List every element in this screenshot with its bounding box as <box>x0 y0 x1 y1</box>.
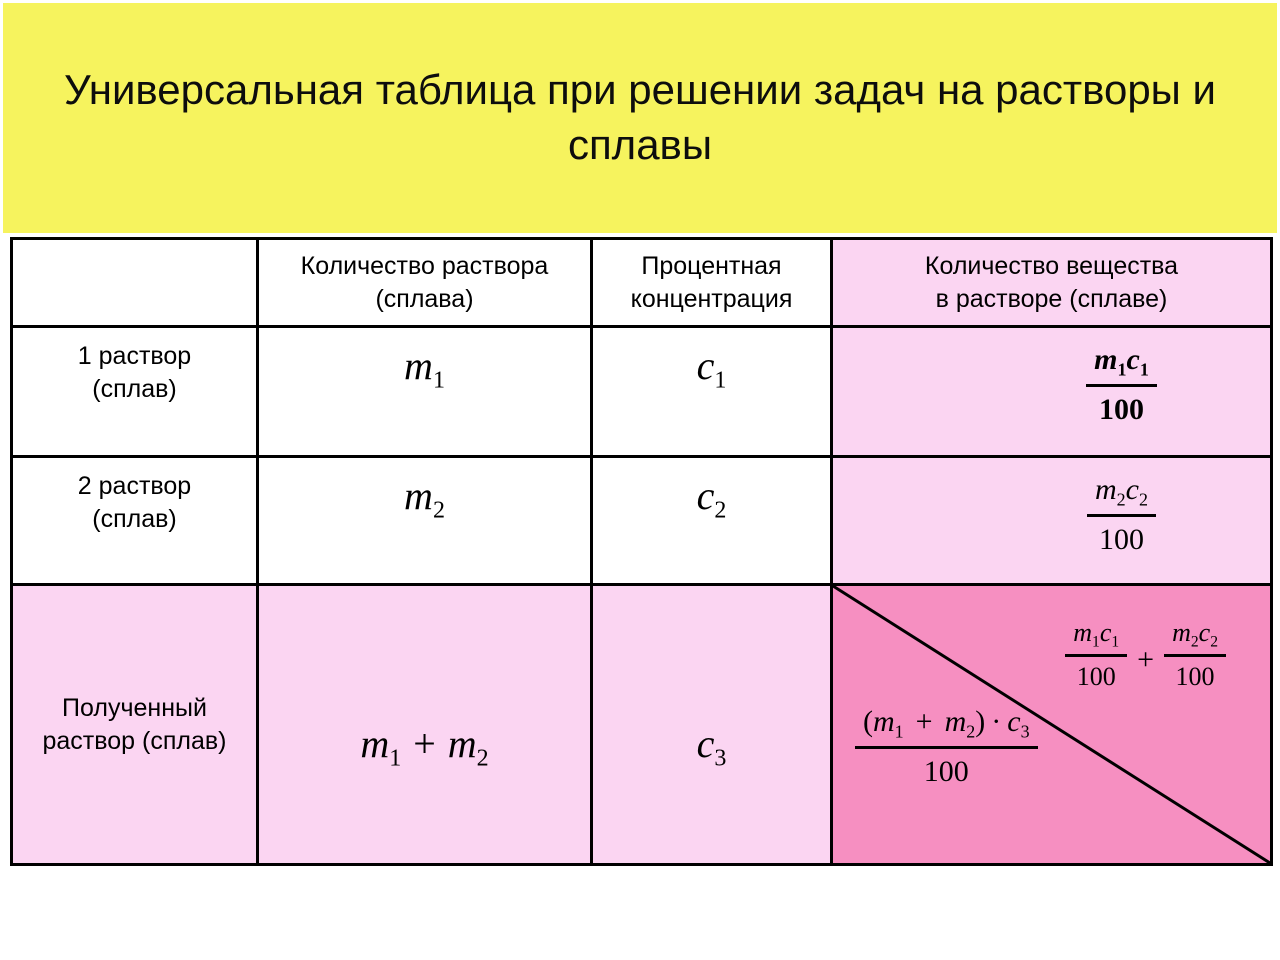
solutions-alloys-table <box>10 237 1273 866</box>
formula-m1: $m_1$ <box>404 343 445 394</box>
cell-m1-plus-m2 <box>258 585 592 865</box>
formula-m1-plus-m2-times-c3-over-100: $\frac{(m_1 + m_2) \cdot c_3}{100}$ <box>855 702 1038 791</box>
header-solution-amount-line2: (сплава) <box>375 284 474 313</box>
header-substance-amount <box>832 239 1272 327</box>
formula-m2: $m_2$ <box>404 473 445 524</box>
product-formula <box>855 702 1038 791</box>
label-solution-1-line2: (сплав) <box>92 375 177 403</box>
cell-label-result <box>12 585 258 865</box>
label-result-line2: раствор (сплав) <box>42 726 227 755</box>
page-title-line2: сплавы <box>567 121 713 168</box>
label-result-line1: Полученный <box>62 693 207 722</box>
header-row <box>12 239 1272 327</box>
header-percent-line1: Процентная <box>641 251 782 280</box>
corner-cell <box>12 239 258 327</box>
header-solution-amount <box>258 239 592 327</box>
row-result <box>12 585 1272 865</box>
header-percent-concentration <box>592 239 832 327</box>
row-solution-2 <box>12 457 1272 585</box>
formula-m2c2-over-100: $\frac{m_2c_2}{100}$ <box>1087 470 1156 559</box>
formula-c2: $c_2$ <box>696 473 727 524</box>
label-solution-2-line1: 2 раствор <box>77 472 192 500</box>
header-substance-line2: в растворе (сплаве) <box>935 284 1168 313</box>
page-title-line1: Универсальная таблица при решении задач на растворы и <box>63 66 1216 114</box>
cell-c3 <box>592 585 832 865</box>
cell-m1 <box>258 327 592 457</box>
cell-m2 <box>258 457 592 585</box>
cell-label-solution-2 <box>12 457 258 585</box>
cell-label-solution-1 <box>12 327 258 457</box>
header-substance-line1: Количество вещества <box>924 251 1179 280</box>
plus-sign: + <box>1137 642 1155 676</box>
formula-c1: $c_1$ <box>696 343 727 394</box>
header-percent-line2: концентрация <box>630 284 793 313</box>
cell-result-substance <box>832 585 1272 865</box>
label-solution-2-line2: (сплав) <box>92 505 177 533</box>
title-band <box>3 3 1277 233</box>
formula-m1c1-over-100-small: $\frac{m_1c_1}{100}$ <box>1065 616 1127 695</box>
sum-of-substances-formula <box>1065 616 1226 695</box>
cell-m2c2-over-100 <box>832 457 1272 585</box>
cell-m1c1-over-100 <box>832 327 1272 457</box>
row-solution-1 <box>12 327 1272 457</box>
header-solution-amount-line1: Количество раствора <box>300 251 549 280</box>
label-solution-1-line1: 1 раствор <box>77 342 192 370</box>
cell-c2 <box>592 457 832 585</box>
formula-m2c2-over-100-small: $\frac{m_2c_2}{100}$ <box>1164 616 1226 695</box>
formula-c3: $c_3$ <box>696 721 727 772</box>
formula-m1-plus-m2: $m_1 + m_2$ <box>360 721 489 772</box>
formula-m1c1-over-100: $\frac{m_1c_1}{100}$ <box>1086 340 1157 429</box>
cell-c1 <box>592 327 832 457</box>
